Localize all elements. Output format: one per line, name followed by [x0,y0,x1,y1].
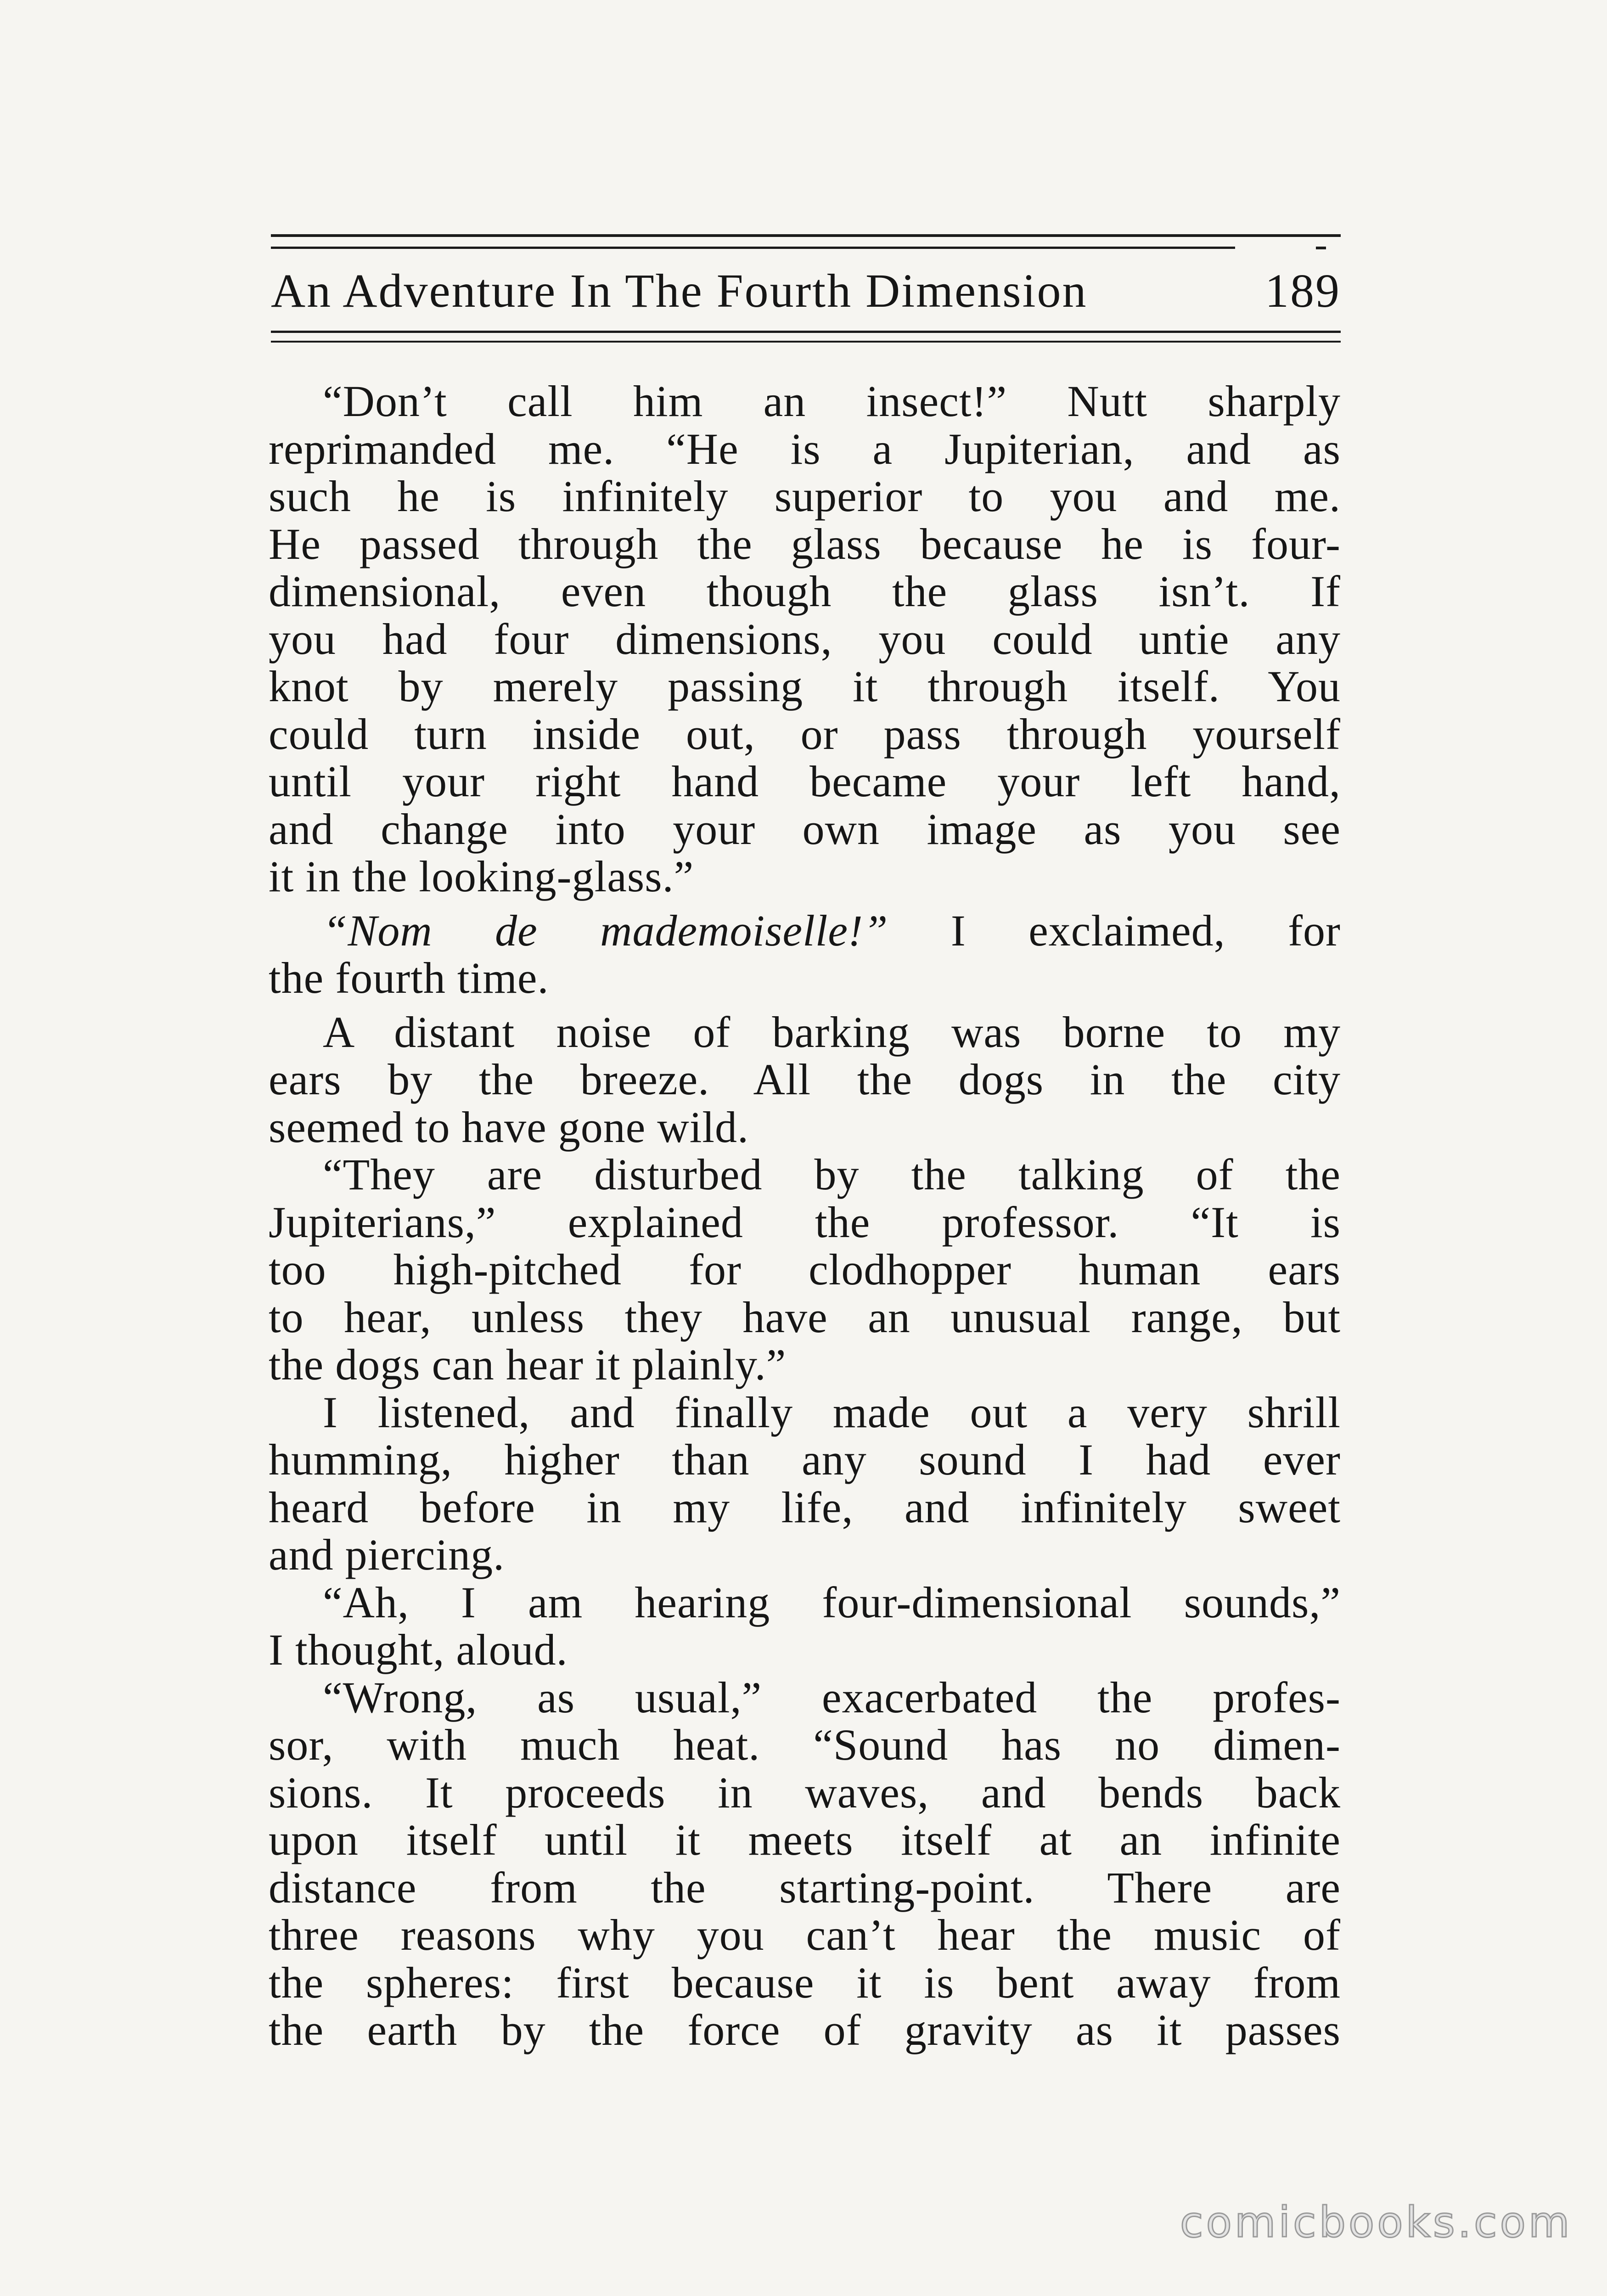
text-line: the spheres: first because it is bent away from [269,1958,1341,2007]
text-line: you had four dimensions, you could untie any [269,614,1341,664]
header-rule-top-inner [271,247,1235,249]
header-rule-bottom-inner [271,341,1341,343]
text-line: Jupiterians,” explained the professor. “It is [269,1197,1341,1247]
paragraph [269,377,1341,900]
paragraph [269,1151,1341,1389]
text-line: and piercing. [269,1530,505,1579]
text-line: sions. It proceeds in waves, and bends back [269,1767,1341,1817]
text-line: the dogs can hear it plainly.” [269,1340,787,1389]
text-line: ears by the breeze. All the dogs in the city [269,1055,1341,1104]
page-number: 189 [1265,264,1341,317]
text-line: three reasons why you can’t hear the music of [269,1910,1341,1959]
body-text [269,377,1341,2054]
text-line: distance from the starting-point. There are [269,1863,1341,1912]
text-line: He passed through the glass because he is four- [269,519,1341,568]
header-rule-bottom [271,331,1341,333]
paragraph [269,1674,1341,2054]
paragraph [269,907,1341,1002]
text-line: the earth by the force of gravity as it passes [269,2005,1341,2054]
paragraph [269,1579,1341,1674]
text-line: dimensional, even though the glass isn’t. If [269,567,1341,616]
text-line: “Ah, I am hearing four-dimensional sounds,” [323,1577,1341,1627]
text-line: I listened, and finally made out a very shrill [323,1387,1341,1437]
text-line: A distant noise of barking was borne to my [323,1007,1341,1057]
text-line: until your right hand became your left hand, [269,757,1341,806]
text-line: “Wrong, as usual,” exacerbated the profes- [323,1672,1341,1722]
text-line: I thought, aloud. [269,1625,568,1674]
text-line: sor, with much heat. “Sound has no dimen- [269,1720,1341,1769]
text-line: the fourth time. [269,953,549,1002]
text-line: “They are disturbed by the talking of the [323,1150,1341,1199]
text-line: seemed to have gone wild. [269,1102,749,1152]
text-line: upon itself until it meets itself at an infinite [269,1815,1341,1864]
text-line: and change into your own image as you see [269,804,1341,854]
text-line: heard before in my life, and infinitely sweet [269,1482,1341,1532]
text-line: could turn inside out, or pass through yourself [269,709,1341,759]
text-line: reprimanded me. “He is a Jupiterian, and as [269,424,1341,473]
text-line: knot by merely passing it through itself. You [269,662,1341,711]
header-rule-top [271,234,1341,237]
italic-exclamation: “Nom de mademoiselle!” [323,906,888,955]
paragraph [269,1008,1341,1151]
text-span: I exclaimed, for [888,906,1341,955]
text-line: such he is infinitely superior to you and me. [269,472,1341,521]
paragraph [269,1389,1341,1579]
watermark: comicbooks.com [1180,2198,1573,2247]
text-line: to hear, unless they have an unusual range, but [269,1292,1341,1342]
text-line: too high-pitched for clodhopper human ears [269,1245,1341,1294]
running-head-title: An Adventure In The Fourth Dimension [271,264,1088,317]
running-head [271,256,1341,325]
text-line: humming, higher than any sound I had ever [269,1435,1341,1484]
header-rule-mark [1316,247,1326,249]
text-line: it in the looking-glass.” [269,852,694,901]
text-line [269,907,1341,955]
text-line: “Don’t call him an insect!” Nutt sharply [323,377,1341,426]
